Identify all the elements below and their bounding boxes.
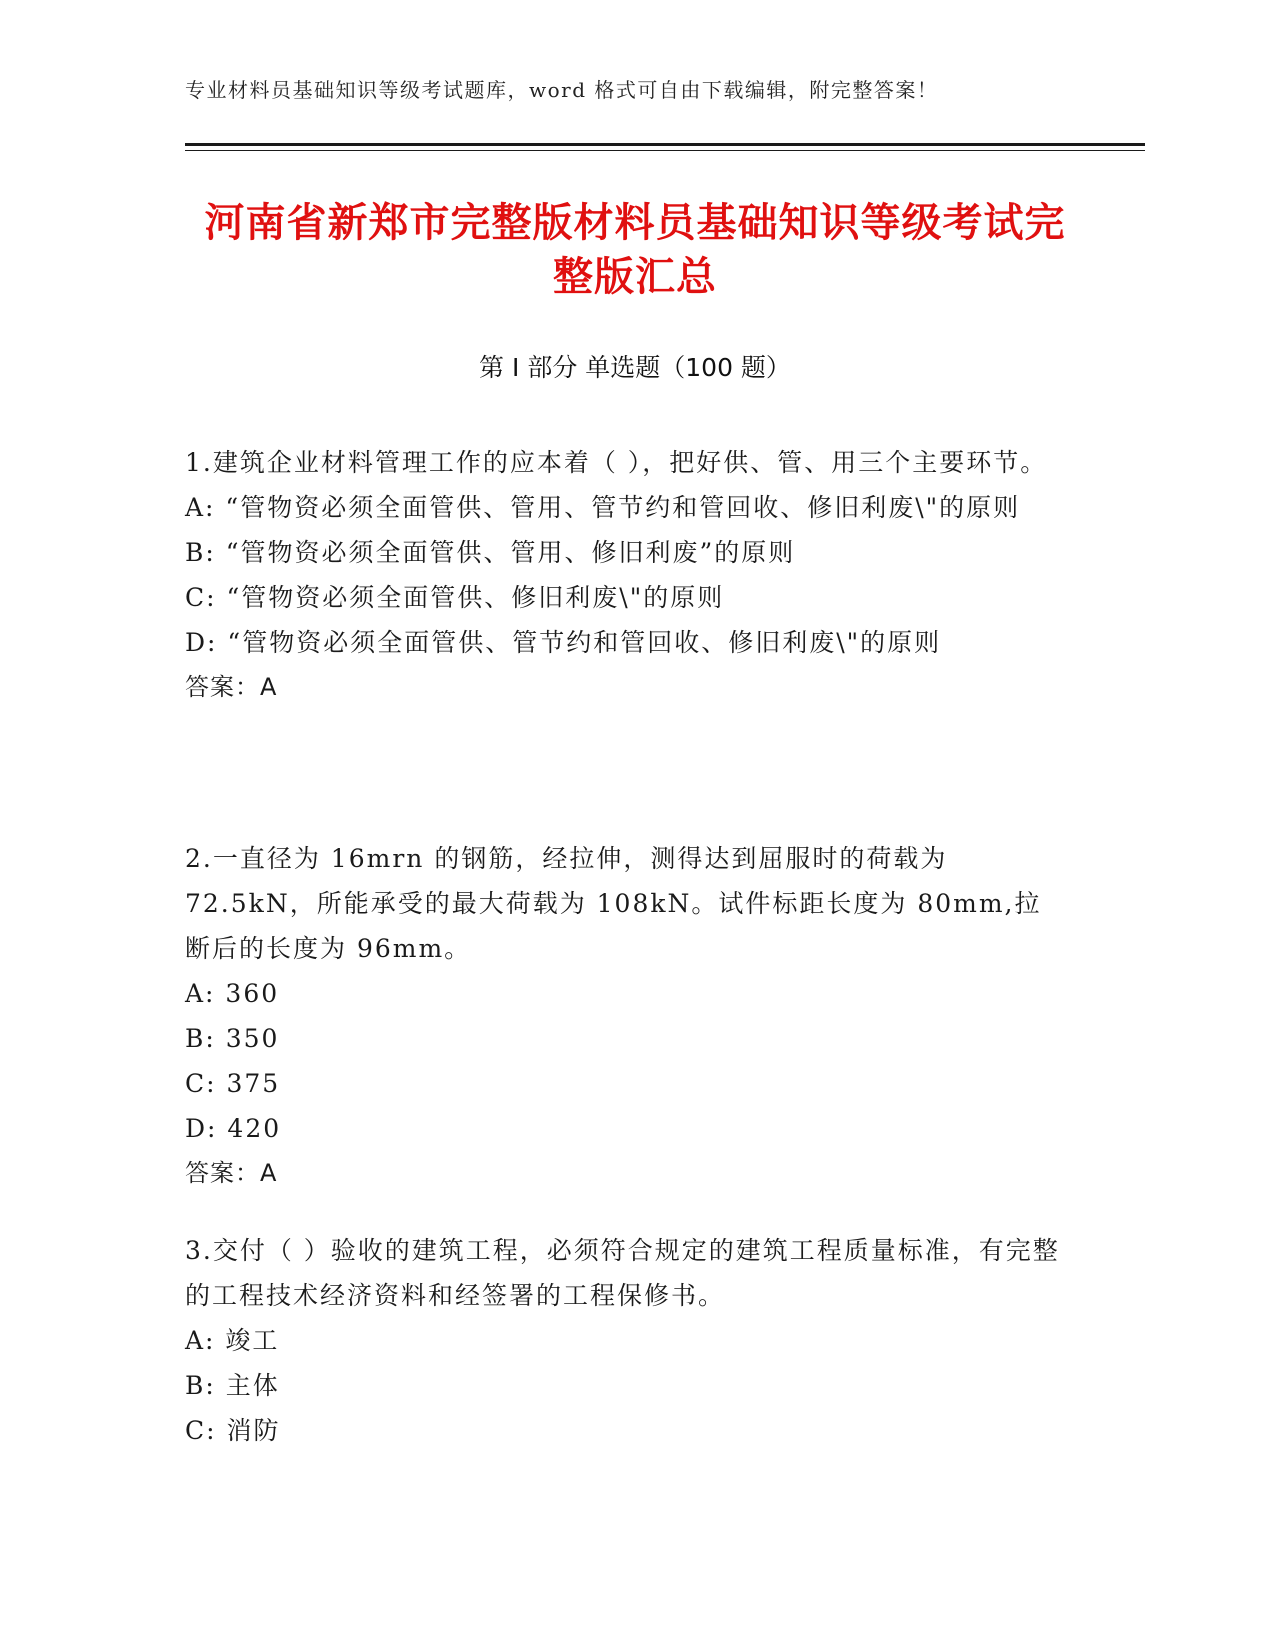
question-stem: 3.交付（ ）验收的建筑工程，必须符合规定的建筑工程质量标准，有完整的工程技术经济资料和经签署的工程保修书。 xyxy=(185,1236,1060,1310)
section-heading: 第 I 部分 单选题（100 题） xyxy=(479,353,791,382)
header-rule-thick xyxy=(185,143,1145,146)
answer: 答案：A xyxy=(185,673,278,701)
option-d: D: “管物资必须全面管供、管节约和管回收、修旧利废\"的原则 xyxy=(185,628,942,657)
question-stem: 2.一直径为 16mrn 的钢筋，经拉伸，测得达到屈服时的荷载为 72.5kN，所能承受的最大荷载为 108kN。试件标距长度为 80mm,拉断后的长度为 96mm。 xyxy=(185,844,1042,963)
option-b: B: 350 xyxy=(185,1024,280,1053)
question-3 xyxy=(185,1228,1065,1453)
header-rule-thin xyxy=(185,150,1145,151)
option-a: A: 360 xyxy=(185,979,280,1008)
document-title: 河南省新郑市完整版材料员基础知识等级考试完整版汇总 xyxy=(204,200,1066,300)
option-c: C: “管物资必须全面管供、修旧利废\"的原则 xyxy=(185,583,725,612)
question-2 xyxy=(185,836,1065,1196)
question-stem: 1.建筑企业材料管理工作的应本着（ ），把好供、管、用三个主要环节。 xyxy=(185,448,1048,477)
option-b: B: “管物资必须全面管供、管用、修旧利废”的原则 xyxy=(185,538,796,567)
header-note: 专业材料员基础知识等级考试题库，word 格式可自由下载编辑，附完整答案！ xyxy=(185,78,939,102)
option-a: A: 竣工 xyxy=(185,1326,280,1355)
answer: 答案：A xyxy=(185,1159,278,1187)
option-d: D: 420 xyxy=(185,1114,282,1143)
option-c: C: 消防 xyxy=(185,1416,281,1445)
option-c: C: 375 xyxy=(185,1069,281,1098)
question-1 xyxy=(185,440,1065,710)
option-b: B: 主体 xyxy=(185,1371,280,1400)
option-a: A: “管物资必须全面管供、管用、管节约和管回收、修旧利废\"的原则 xyxy=(185,493,1021,522)
